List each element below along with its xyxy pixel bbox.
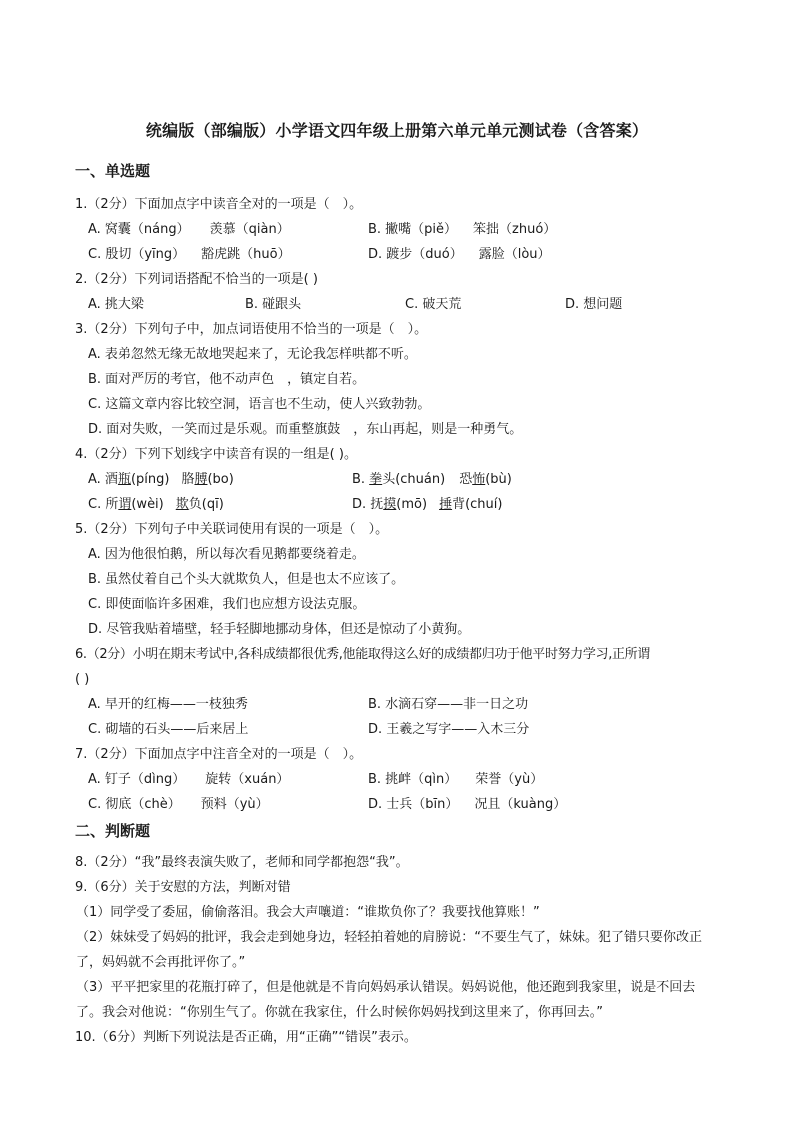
question-2-option-c: C. 破天荒 bbox=[405, 297, 462, 312]
section-heading-single: 一、单选题 bbox=[75, 162, 151, 180]
question-3-stem: 3.（2分）下列句子中，加点词语使用不恰当的一项是（ ）。 bbox=[75, 322, 428, 337]
question-6-stem-continued: ( ) bbox=[75, 672, 90, 687]
option-c-word2: 预料（yù） bbox=[200, 797, 269, 812]
option-b-word2: 笨拙（zhuó） bbox=[473, 222, 557, 237]
question-8-stem: 8.（2分）“我”最终表演失败了，老师和同学都抱怨“我”。 bbox=[75, 855, 409, 870]
question-9-stem: 9.（6分）关于安慰的方法，判断对错 bbox=[75, 880, 291, 895]
underlined-char: 摸 bbox=[383, 497, 397, 512]
question-1-option-b bbox=[368, 221, 556, 239]
question-5-option-b: B. 虽然仗着自己个头大就欺负人，但是也太不应该了。 bbox=[88, 572, 405, 587]
question-5-option-d: D. 尽管我贴着墙壁，轻手轻脚地挪动身体，但还是惊动了小黄狗。 bbox=[88, 622, 471, 637]
question-3-option-a: A. 表弟忽然无缘无故地哭起来了，无论我怎样哄都不听。 bbox=[88, 347, 417, 362]
option-b-word1: B. 挑衅（qìn） bbox=[368, 772, 458, 787]
option-b-word1: B. 撇嘴（piě） bbox=[368, 222, 458, 237]
question-6-option-c: C. 砌墙的石头——后来居上 bbox=[88, 722, 249, 737]
option-c-word1: C. 彻底（chè） bbox=[88, 797, 181, 812]
section-heading-judge: 二、判断题 bbox=[75, 822, 151, 840]
underlined-char: 瓶 bbox=[117, 472, 131, 487]
question-7-option-d bbox=[368, 796, 566, 814]
question-7-option-c bbox=[88, 796, 269, 814]
question-9-item-1: （1）同学受了委屈，偷偷落泪。我会大声嚷道：“谁欺负你了？我要找他算账！” bbox=[76, 905, 540, 920]
question-1-stem: 1.（2分）下面加点字中读音全对的一项是（ ）。 bbox=[75, 197, 363, 212]
question-6-option-b: B. 水滴石穿——非一日之功 bbox=[368, 697, 529, 712]
underlined-char: 膊 bbox=[194, 472, 208, 487]
question-4-option-c: C. 所谓(wèi) 欺负(qī) bbox=[88, 497, 224, 512]
question-6-stem: 6.（2分）小明在期末考试中,各科成绩都很优秀,他能取得这么好的成绩都归功于他平时努力学习,正所谓 bbox=[75, 647, 650, 662]
underlined-char: 拳 bbox=[369, 472, 383, 487]
option-c-word2: 豁虎跳（huō） bbox=[201, 247, 291, 262]
question-7-option-a bbox=[88, 771, 289, 789]
question-7-stem: 7.（2分）下面加点字中注音全对的一项是（ ）。 bbox=[75, 747, 363, 762]
question-7-option-b bbox=[368, 771, 543, 789]
question-2-stem: 2.（2分）下列词语搭配不恰当的一项是( ) bbox=[75, 272, 318, 287]
question-1-option-a bbox=[88, 221, 290, 239]
question-2-option-a: A. 挑大梁 bbox=[88, 297, 144, 312]
question-3-option-d: D. 面对失败，一笑而过是乐观。而重整旗鼓 ，东山再起，则是一种勇气。 bbox=[88, 422, 523, 437]
question-3-option-c: C. 这篇文章内容比较空洞，语言也不生动，使人兴致勃勃。 bbox=[88, 397, 431, 412]
option-a-word2: 旋转（xuán） bbox=[205, 772, 290, 787]
question-1-option-c bbox=[88, 246, 291, 264]
page-title: 统编版（部编版）小学语文四年级上册第六单元单元测试卷（含答案） bbox=[145, 121, 649, 140]
underlined-char: 怖 bbox=[472, 472, 486, 487]
option-d-word1: D. 踱步（duó） bbox=[368, 247, 463, 262]
question-9-item-2: （2）妹妹受了妈妈的批评，我会走到她身边，轻轻拍着她的肩膀说：“不要生气了，妹妹。犯了错只要你改正了，妈妈就不会再批评你了。” bbox=[76, 930, 703, 970]
option-d-word2: 况且（kuàng） bbox=[474, 797, 567, 812]
option-d-word1: D. 士兵（bīn） bbox=[368, 797, 459, 812]
underlined-char: 谓 bbox=[118, 497, 132, 512]
question-9-item-3: （3）平平把家里的花瓶打碎了，但是他就是不肯向妈妈承认错误。妈妈说他，他还跑到我家里，说是不回去了。我会对他说：“你别生气了。你就在我家住，什么时候你妈妈找到这里来了，你再回去。” bbox=[76, 980, 696, 1020]
question-5-stem: 5.（2分）下列句子中关联词使用有误的一项是（ ）。 bbox=[75, 522, 389, 537]
question-1-option-d bbox=[368, 246, 551, 264]
question-4-option-a: A. 酒瓶(píng) 胳膊(bo) bbox=[88, 472, 234, 487]
question-2-option-d: D. 想问题 bbox=[565, 297, 623, 312]
question-5-option-a: A. 因为他很怕鹅，所以每次看见鹅都要绕着走。 bbox=[88, 547, 365, 562]
question-6-option-d: D. 王羲之写字——入木三分 bbox=[368, 722, 530, 737]
option-a-word1: A. 窝囊（náng） bbox=[88, 222, 190, 237]
underlined-char: 欺 bbox=[175, 497, 189, 512]
option-c-word1: C. 殷切（yīng） bbox=[88, 247, 186, 262]
option-a-word2: 羡慕（qiàn） bbox=[209, 222, 290, 237]
underlined-char: 捶 bbox=[439, 497, 453, 512]
question-4-option-d: D. 抚摸(mō) 捶背(chuí) bbox=[352, 497, 503, 512]
question-4-stem: 4.（2分）下列下划线字中读音有误的一组是( )。 bbox=[75, 447, 357, 462]
option-b-word2: 荣誉（yù） bbox=[475, 772, 544, 787]
question-6-option-a: A. 早开的红梅——一枝独秀 bbox=[88, 697, 248, 712]
question-2-option-b: B. 碰跟头 bbox=[245, 297, 302, 312]
option-a-word1: A. 钉子（dìng） bbox=[88, 772, 186, 787]
question-5-option-c: C. 即使面临许多困难，我们也应想方设法克服。 bbox=[88, 597, 366, 612]
question-10-stem: 10.（6分）判断下列说法是否正确，用“正确”“错误”表示。 bbox=[75, 1030, 417, 1045]
question-3-option-b: B. 面对严厉的考官，他不动声色 ，镇定自若。 bbox=[88, 372, 366, 387]
option-d-word2: 露脸（lòu） bbox=[478, 247, 551, 262]
question-4-option-b: B. 拳头(chuán) 恐怖(bù) bbox=[352, 472, 512, 487]
